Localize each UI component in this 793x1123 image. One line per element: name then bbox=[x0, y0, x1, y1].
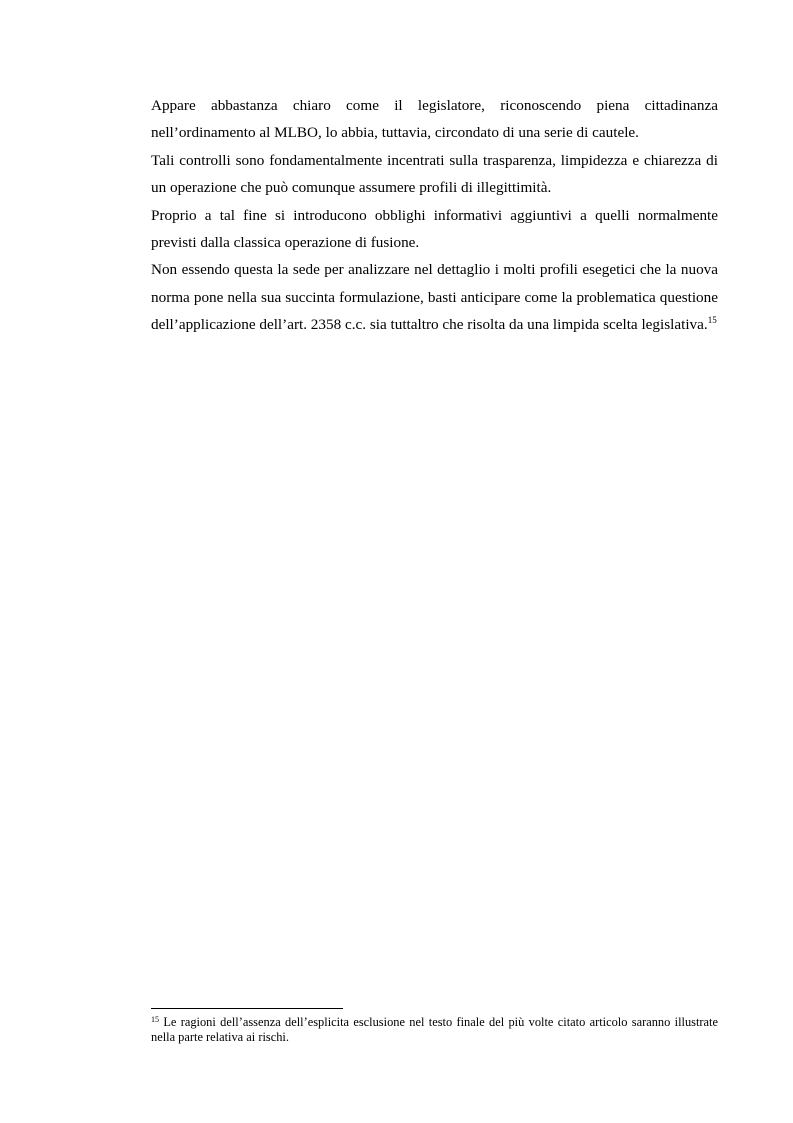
footnote-divider bbox=[151, 1008, 343, 1009]
paragraph-1: Appare abbastanza chiaro come il legislatore, riconoscendo piena cittadinanza nell’ordinamento al MLBO, lo abbia, tuttavia, circondato di una serie di cautele. bbox=[151, 97, 718, 142]
footnote-reference[interactable]: 15 bbox=[707, 315, 717, 326]
body-text bbox=[151, 92, 718, 339]
footnote-number: 15 bbox=[151, 1015, 159, 1024]
paragraph-4 bbox=[151, 256, 718, 338]
paragraph-2: Tali controlli sono fondamentalmente incentrati sulla trasparenza, limpidezza e chiarezza di un operazione che può comunque assumere profili di illegittimità. bbox=[151, 151, 718, 197]
footnote bbox=[151, 1015, 718, 1044]
paragraph-4-text: Non essendo questa la sede per analizzare nel dettaglio i molti profili esegetici che la nuova norma pone nella sua succinta formulazione, basti anticipare come la problematica questione dell’applicazione dell’art. 2358 c.c. sia tuttaltro che risolta da una limpida scelta legislativa. bbox=[151, 261, 718, 334]
paragraph-3: Proprio a tal fine si introducono obblighi informativi aggiuntivi a quelli normalmente previsti dalla classica operazione di fusione. bbox=[151, 206, 718, 252]
footnote-text: Le ragioni dell’assenza dell’esplicita esclusione nel testo finale del più volte citato articolo saranno illustrate nella parte relativa ai rischi. bbox=[151, 1015, 718, 1044]
footnote-paragraph bbox=[151, 1015, 718, 1044]
